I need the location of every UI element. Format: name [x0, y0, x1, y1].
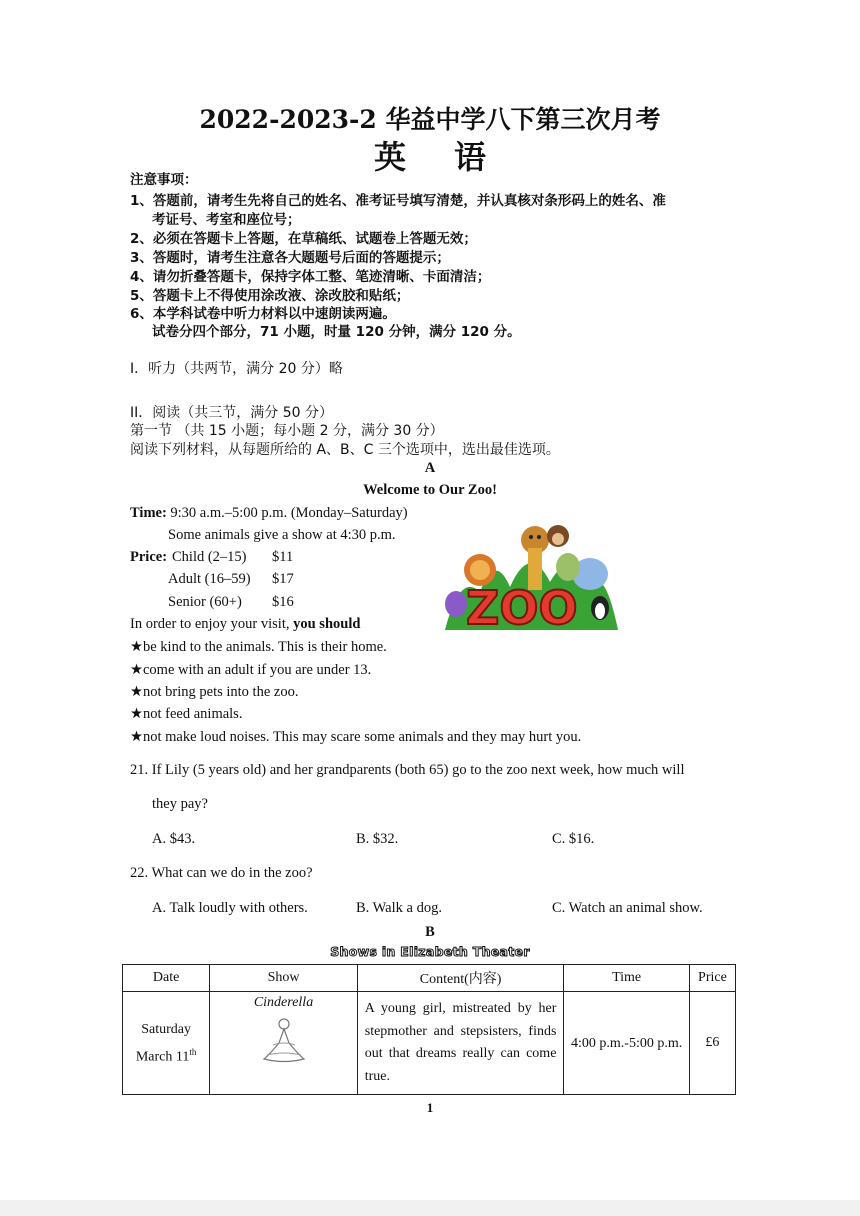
notice-item: 试卷分四个部分，71 小题，时量 120 分钟，满分 120 分。: [152, 324, 521, 340]
date-line2: March 11th: [135, 1046, 197, 1065]
should-intro-line: [130, 616, 360, 633]
notice-heading: 注意事项：: [130, 172, 198, 188]
rule-item: ★be kind to the animals. This is their home.: [130, 639, 387, 655]
passage-b-letter: B: [425, 924, 435, 940]
cell-content: A young girl, mistreated by her stepmother and stepsisters, finds out that dreams really can come true.: [357, 992, 564, 1095]
price-child-label: Child (2–15): [172, 549, 247, 565]
notice-item: 2、必须在答题卡上答题，在草稿纸、试题卷上答题无效；: [130, 231, 477, 247]
section-listening: I．听力（共两节，满分 20 分）略: [130, 361, 343, 377]
zoo-cartoon-illustration: [440, 512, 620, 634]
header-content: Content(内容): [357, 965, 564, 992]
price-adult-amount: $17: [272, 571, 294, 587]
bottom-band: [0, 1200, 860, 1216]
question-21-option-a: A. $43.: [152, 831, 196, 847]
table-header-row: [123, 965, 736, 992]
price-label: Price:: [130, 549, 168, 565]
question-21-stem: 21. If Lily (5 years old) and her grandparents (both 65) go to the zoo next week, how much will: [130, 762, 685, 778]
rule-item: ★not bring pets into the zoo.: [130, 684, 299, 700]
header-date: Date: [123, 965, 210, 992]
rule-item: ★not make loud noises. This may scare some animals and they may hurt you.: [130, 729, 582, 745]
price-child-amount: $11: [272, 549, 294, 565]
question-22-stem: 22. What can we do in the zoo?: [130, 865, 313, 881]
section-instruction: 阅读下列材料，从每题所给的 A、B、C 三个选项中，选出最佳选项。: [130, 442, 560, 458]
cell-show: [210, 992, 357, 1095]
price-senior-amount: $16: [272, 594, 294, 610]
passage-a-title: Welcome to Our Zoo!: [363, 482, 497, 498]
notice-item: 4、请勿折叠答题卡，保持字体工整、笔迹清晰、卡面清洁；: [130, 269, 491, 285]
price-senior-label: Senior (60+): [168, 594, 242, 610]
should-bold: you should: [293, 616, 361, 632]
question-21-option-b: B. $32.: [356, 831, 399, 847]
cell-price: £6: [689, 992, 735, 1095]
show-line: Some animals give a show at 4:30 p.m.: [168, 527, 396, 543]
passage-a-letter: A: [424, 460, 436, 476]
cell-time: 4:00 p.m.-5:00 p.m.: [564, 992, 689, 1095]
zoo-logo-text: ZOO: [466, 581, 578, 634]
notice-item: 5、答题卡上不得使用涂改液、涂改胶和贴纸；: [130, 288, 410, 304]
notice-item: 1、答题前，请考生先将自己的姓名、准考证号填写清楚，并认真核对条形码上的姓名、准: [130, 193, 666, 209]
notice-item: 3、答题时，请考生注意各大题题号后面的答题提示；: [130, 250, 450, 266]
exam-title: 2022-2023-2 华益中学八下第三次月考: [199, 105, 661, 134]
page-number: 1: [426, 1100, 434, 1115]
cinderella-sketch-icon: [259, 1015, 309, 1065]
question-22-option-b: B. Walk a dog.: [356, 900, 442, 916]
time-line: [130, 505, 408, 522]
passage-b-title: Shows in Elizabeth Theater: [330, 944, 530, 959]
question-22-option-c: C. Watch an animal show.: [552, 900, 703, 916]
subject-title: 英语: [373, 138, 534, 176]
header-time: Time: [564, 965, 689, 992]
question-21-stem-cont: they pay?: [152, 796, 208, 812]
rule-item: ★not feed animals.: [130, 706, 243, 722]
cell-date: [123, 992, 210, 1095]
shows-table: [122, 964, 736, 1095]
section-reading-title: II．阅读（共三节，满分 50 分）: [130, 405, 333, 421]
table-row: [123, 992, 736, 1095]
rule-item: ★come with an adult if you are under 13.: [130, 662, 372, 678]
header-show: Show: [210, 965, 357, 992]
section-part1: 第一节 （共 15 小题；每小题 2 分，满分 30 分）: [130, 423, 444, 439]
notice-item: 考证号、考室和座位号；: [152, 212, 301, 228]
price-adult-label: Adult (16–59): [168, 571, 251, 587]
header-price: Price: [689, 965, 735, 992]
time-value: 9:30 a.m.–5:00 p.m. (Monday–Saturday): [166, 505, 408, 521]
should-intro: In order to enjoy your visit,: [130, 616, 294, 632]
question-22-option-a: A. Talk loudly with others.: [152, 900, 308, 916]
question-21-option-c: C. $16.: [552, 831, 595, 847]
show-name: Cinderella: [253, 995, 314, 1010]
time-label: Time:: [130, 505, 167, 521]
date-line1: Saturday: [141, 1021, 192, 1037]
notice-item: 6、本学科试卷中听力材料以中速朗读两遍。: [130, 306, 396, 322]
